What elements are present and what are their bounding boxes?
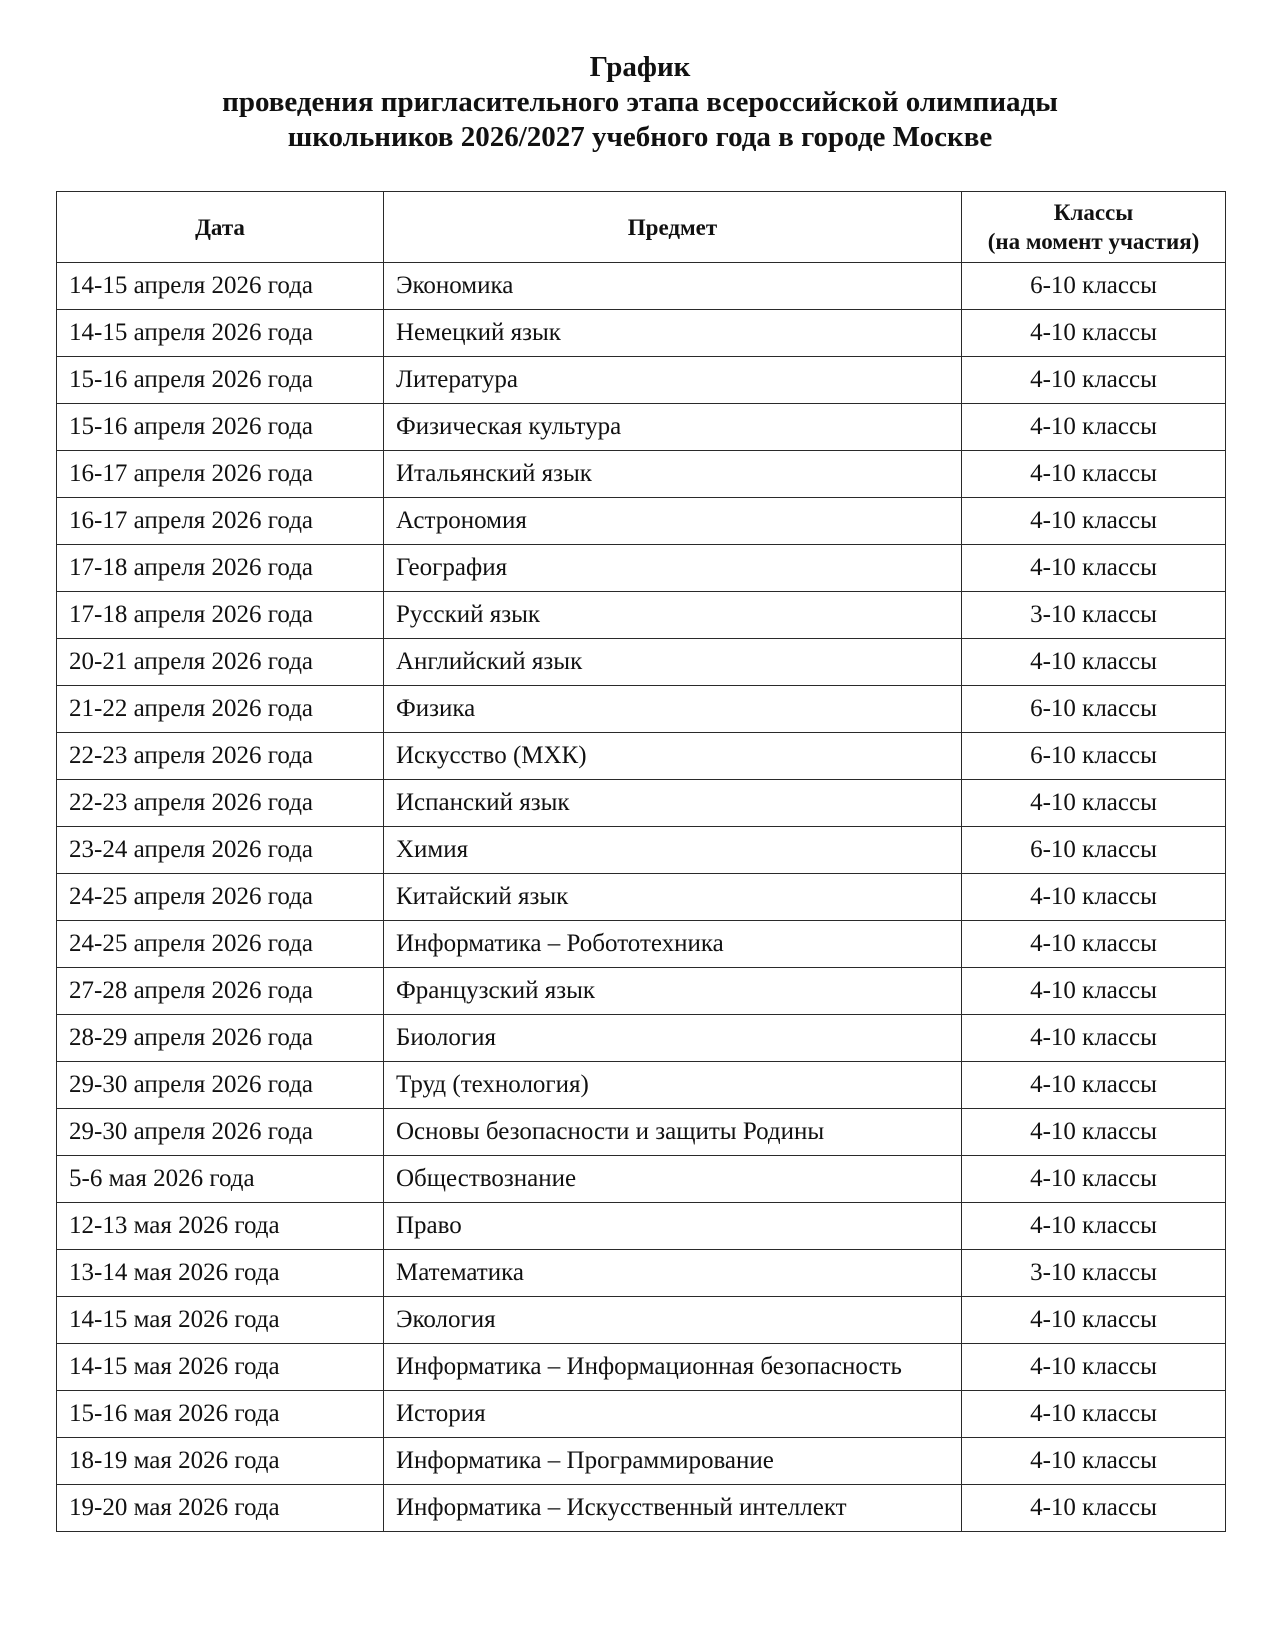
table-row — [57, 921, 1226, 968]
cell-date: 13-14 мая 2026 года — [57, 1250, 384, 1297]
table-row — [57, 404, 1226, 451]
cell-grades: 4-10 классы — [962, 1109, 1226, 1156]
cell-grades: 4-10 классы — [962, 921, 1226, 968]
cell-date: 22-23 апреля 2026 года — [57, 733, 384, 780]
cell-subject: Испанский язык — [384, 780, 962, 827]
table-row — [57, 1344, 1226, 1391]
cell-date: 16-17 апреля 2026 года — [57, 451, 384, 498]
header-grades — [962, 192, 1226, 263]
cell-grades: 4-10 классы — [962, 1156, 1226, 1203]
cell-subject: Право — [384, 1203, 962, 1250]
table-row — [57, 827, 1226, 874]
cell-subject: Информатика – Информационная безопасность — [384, 1344, 962, 1391]
cell-date: 14-15 мая 2026 года — [57, 1344, 384, 1391]
cell-date: 24-25 апреля 2026 года — [57, 921, 384, 968]
cell-grades: 4-10 классы — [962, 1297, 1226, 1344]
cell-subject: Искусство (МХК) — [384, 733, 962, 780]
cell-date: 27-28 апреля 2026 года — [57, 968, 384, 1015]
table-row — [57, 357, 1226, 404]
cell-grades: 4-10 классы — [962, 1344, 1226, 1391]
cell-date: 29-30 апреля 2026 года — [57, 1062, 384, 1109]
schedule-body — [57, 263, 1226, 1532]
table-row — [57, 1250, 1226, 1297]
cell-date: 15-16 мая 2026 года — [57, 1391, 384, 1438]
cell-subject: История — [384, 1391, 962, 1438]
cell-subject: Математика — [384, 1250, 962, 1297]
header-grades-note: (на момент участия) — [987, 229, 1200, 254]
cell-date: 28-29 апреля 2026 года — [57, 1015, 384, 1062]
cell-date: 24-25 апреля 2026 года — [57, 874, 384, 921]
cell-grades: 4-10 классы — [962, 1015, 1226, 1062]
cell-grades: 6-10 классы — [962, 263, 1226, 310]
cell-subject: Экология — [384, 1297, 962, 1344]
table-row — [57, 1203, 1226, 1250]
cell-grades: 4-10 классы — [962, 968, 1226, 1015]
cell-date: 12-13 мая 2026 года — [57, 1203, 384, 1250]
cell-grades: 6-10 классы — [962, 686, 1226, 733]
cell-date: 14-15 апреля 2026 года — [57, 310, 384, 357]
cell-subject: Основы безопасности и защиты Родины — [384, 1109, 962, 1156]
cell-date: 22-23 апреля 2026 года — [57, 780, 384, 827]
table-row — [57, 498, 1226, 545]
cell-date: 17-18 апреля 2026 года — [57, 592, 384, 639]
cell-date: 20-21 апреля 2026 года — [57, 639, 384, 686]
table-row — [57, 545, 1226, 592]
cell-grades: 4-10 классы — [962, 780, 1226, 827]
cell-subject: Экономика — [384, 263, 962, 310]
table-row — [57, 968, 1226, 1015]
cell-grades: 6-10 классы — [962, 733, 1226, 780]
table-row — [57, 263, 1226, 310]
cell-subject: Физика — [384, 686, 962, 733]
cell-subject: Астрономия — [384, 498, 962, 545]
table-row — [57, 1391, 1226, 1438]
table-row — [57, 1156, 1226, 1203]
table-row — [57, 1485, 1226, 1532]
title-line-3: школьников 2026/2027 учебного года в городе Москве — [287, 121, 993, 153]
cell-subject: Информатика – Робототехника — [384, 921, 962, 968]
cell-date: 29-30 апреля 2026 года — [57, 1109, 384, 1156]
cell-grades: 4-10 классы — [962, 498, 1226, 545]
cell-grades: 4-10 классы — [962, 545, 1226, 592]
table-header-row — [57, 192, 1226, 263]
table-row — [57, 592, 1226, 639]
header-subject: Предмет — [384, 192, 962, 263]
cell-date: 15-16 апреля 2026 года — [57, 404, 384, 451]
cell-grades: 4-10 классы — [962, 451, 1226, 498]
cell-subject: Информатика – Программирование — [384, 1438, 962, 1485]
cell-grades: 4-10 классы — [962, 874, 1226, 921]
cell-subject: Информатика – Искусственный интеллект — [384, 1485, 962, 1532]
cell-date: 5-6 мая 2026 года — [57, 1156, 384, 1203]
cell-subject: Английский язык — [384, 639, 962, 686]
cell-grades: 4-10 классы — [962, 639, 1226, 686]
cell-grades: 4-10 классы — [962, 1391, 1226, 1438]
table-row — [57, 1297, 1226, 1344]
table-row — [57, 780, 1226, 827]
cell-subject: Русский язык — [384, 592, 962, 639]
cell-grades: 4-10 классы — [962, 404, 1226, 451]
cell-date: 23-24 апреля 2026 года — [57, 827, 384, 874]
header-grades-label: Классы — [1053, 200, 1134, 225]
cell-date: 17-18 апреля 2026 года — [57, 545, 384, 592]
cell-grades: 3-10 классы — [962, 1250, 1226, 1297]
cell-grades: 3-10 классы — [962, 592, 1226, 639]
cell-grades: 4-10 классы — [962, 1203, 1226, 1250]
cell-subject: Химия — [384, 827, 962, 874]
cell-grades: 6-10 классы — [962, 827, 1226, 874]
table-row — [57, 874, 1226, 921]
cell-grades: 4-10 классы — [962, 1062, 1226, 1109]
cell-date: 16-17 апреля 2026 года — [57, 498, 384, 545]
table-row — [57, 686, 1226, 733]
cell-date: 14-15 апреля 2026 года — [57, 263, 384, 310]
table-row — [57, 1109, 1226, 1156]
table-row — [57, 451, 1226, 498]
table-row — [57, 1015, 1226, 1062]
table-row — [57, 310, 1226, 357]
cell-date: 19-20 мая 2026 года — [57, 1485, 384, 1532]
cell-date: 15-16 апреля 2026 года — [57, 357, 384, 404]
cell-grades: 4-10 классы — [962, 357, 1226, 404]
cell-subject: География — [384, 545, 962, 592]
cell-subject: Труд (технология) — [384, 1062, 962, 1109]
title-line-2: проведения пригласительного этапа всероссийской олимпиады — [222, 86, 1058, 118]
cell-subject: Биология — [384, 1015, 962, 1062]
cell-grades: 4-10 классы — [962, 1438, 1226, 1485]
table-row — [57, 733, 1226, 780]
cell-subject: Физическая культура — [384, 404, 962, 451]
cell-date: 14-15 мая 2026 года — [57, 1297, 384, 1344]
cell-subject: Французский язык — [384, 968, 962, 1015]
cell-subject: Итальянский язык — [384, 451, 962, 498]
cell-subject: Немецкий язык — [384, 310, 962, 357]
header-date: Дата — [57, 192, 384, 263]
cell-grades: 4-10 классы — [962, 1485, 1226, 1532]
cell-date: 21-22 апреля 2026 года — [57, 686, 384, 733]
cell-grades: 4-10 классы — [962, 310, 1226, 357]
schedule-table — [56, 191, 1226, 1532]
cell-subject: Литература — [384, 357, 962, 404]
table-row — [57, 639, 1226, 686]
table-row — [57, 1062, 1226, 1109]
cell-subject: Обществознание — [384, 1156, 962, 1203]
title-line-1: График — [589, 51, 691, 83]
document-title — [0, 50, 1280, 155]
cell-subject: Китайский язык — [384, 874, 962, 921]
table-row — [57, 1438, 1226, 1485]
cell-date: 18-19 мая 2026 года — [57, 1438, 384, 1485]
